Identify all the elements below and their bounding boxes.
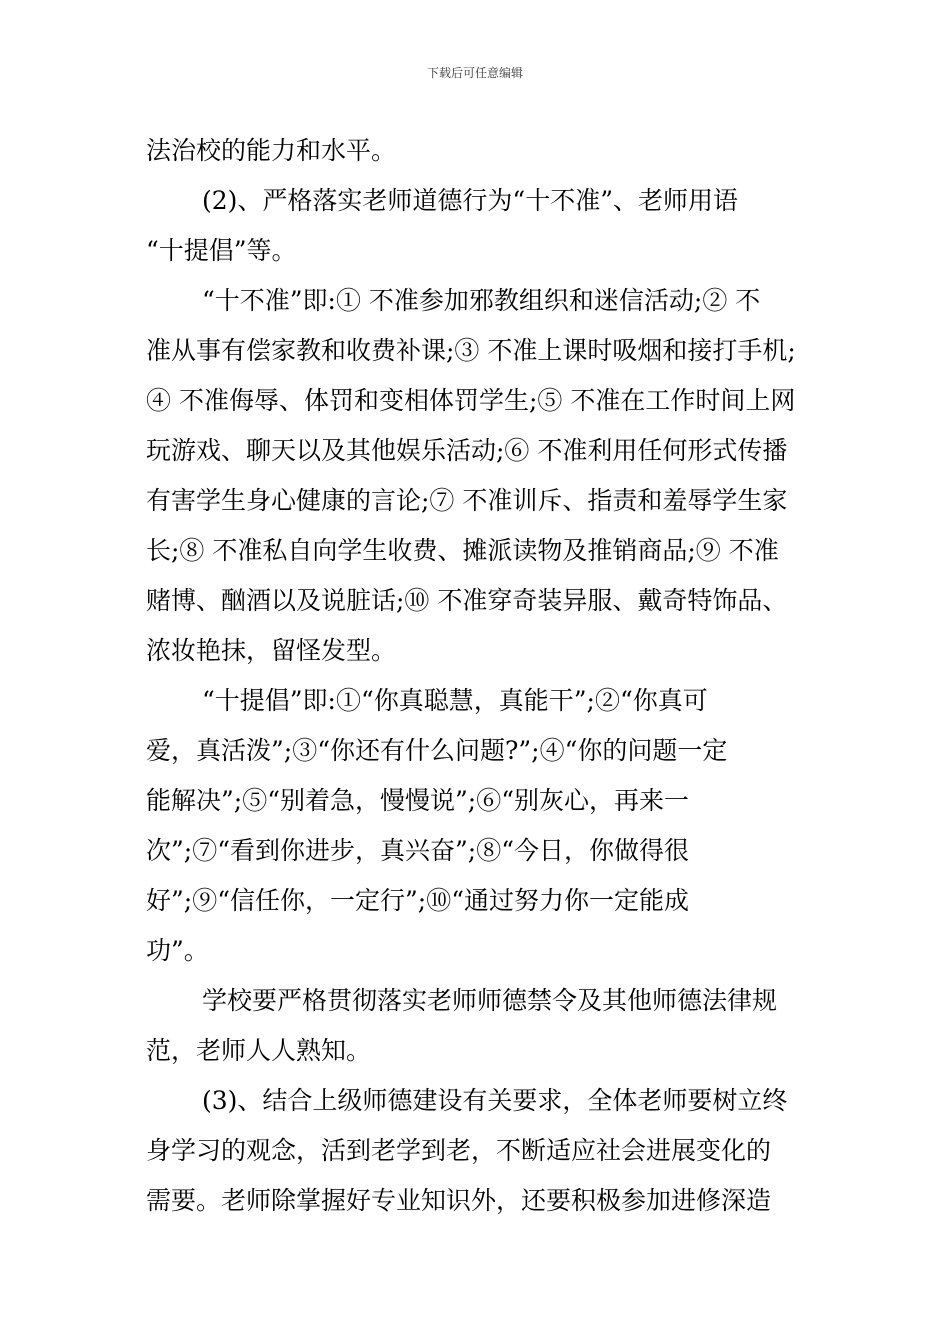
- text-line: 能解决”;⑤“别着急，慢慢说”;⑥“别灰心，再来一: [146, 786, 689, 815]
- text-line: 爱，真活泼”;③“你还有什么问题?”;④“你的问题一定: [146, 736, 728, 765]
- text-line: 身学习的观念，活到老学到老，不断适应社会进展变化的: [146, 1136, 772, 1165]
- text-line: (2)、严格落实老师道德行为“十不准”、老师用语: [202, 186, 738, 215]
- text-line: 浓妆艳抹，留怪发型。: [146, 636, 397, 665]
- text-line: 赌博、酗酒以及说脏话;⑩ 不准穿奇装异服、戴奇特饰品、: [146, 586, 788, 615]
- text-line: 次”;⑦“看到你进步，真兴奋”;⑧“今日，你做得很: [146, 836, 689, 865]
- text-line: 有害学生身心健康的言论;⑦ 不准训斥、指责和羞辱学生家: [146, 486, 788, 515]
- document-body: [146, 126, 816, 1226]
- text-line: 玩游戏、聊天以及其他娱乐活动;⑥ 不准利用任何形式传播: [146, 436, 788, 465]
- text-line: ④ 不准侮辱、体罚和变相体罚学生;⑤ 不准在工作时间上网: [146, 386, 796, 415]
- text-line: 长;⑧ 不准私自向学生收费、摊派读物及推销商品;⑨ 不准: [146, 536, 779, 565]
- text-line: 学校要严格贯彻落实老师师德禁令及其他师德法律规: [202, 986, 778, 1015]
- text-line: “十提倡”等。: [146, 236, 297, 265]
- text-line: 功”。: [146, 936, 209, 965]
- text-line: “十提倡”即:①“你真聪慧，真能干”;②“你真可: [202, 686, 708, 715]
- text-line: 范，老师人人熟知。: [146, 1036, 372, 1065]
- text-line: “十不准”即:① 不准参加邪教组织和迷信活动;② 不: [202, 286, 761, 315]
- text-line: 需要。老师除掌握好专业知识外，还要积极参加进修深造: [146, 1186, 772, 1215]
- text-line: 准从事有偿家教和收费补课;③ 不准上课时吸烟和接打手机;: [146, 336, 796, 365]
- text-line: 法治校的能力和水平。: [146, 136, 397, 165]
- text-line: (3)、结合上级师德建设有关要求，全体老师要树立终: [202, 1086, 788, 1115]
- page-header: 下载后可任意编辑: [426, 66, 523, 80]
- text-line: 好”;⑨“信任你，一定行”;⑩“通过努力你一定能成: [146, 886, 689, 915]
